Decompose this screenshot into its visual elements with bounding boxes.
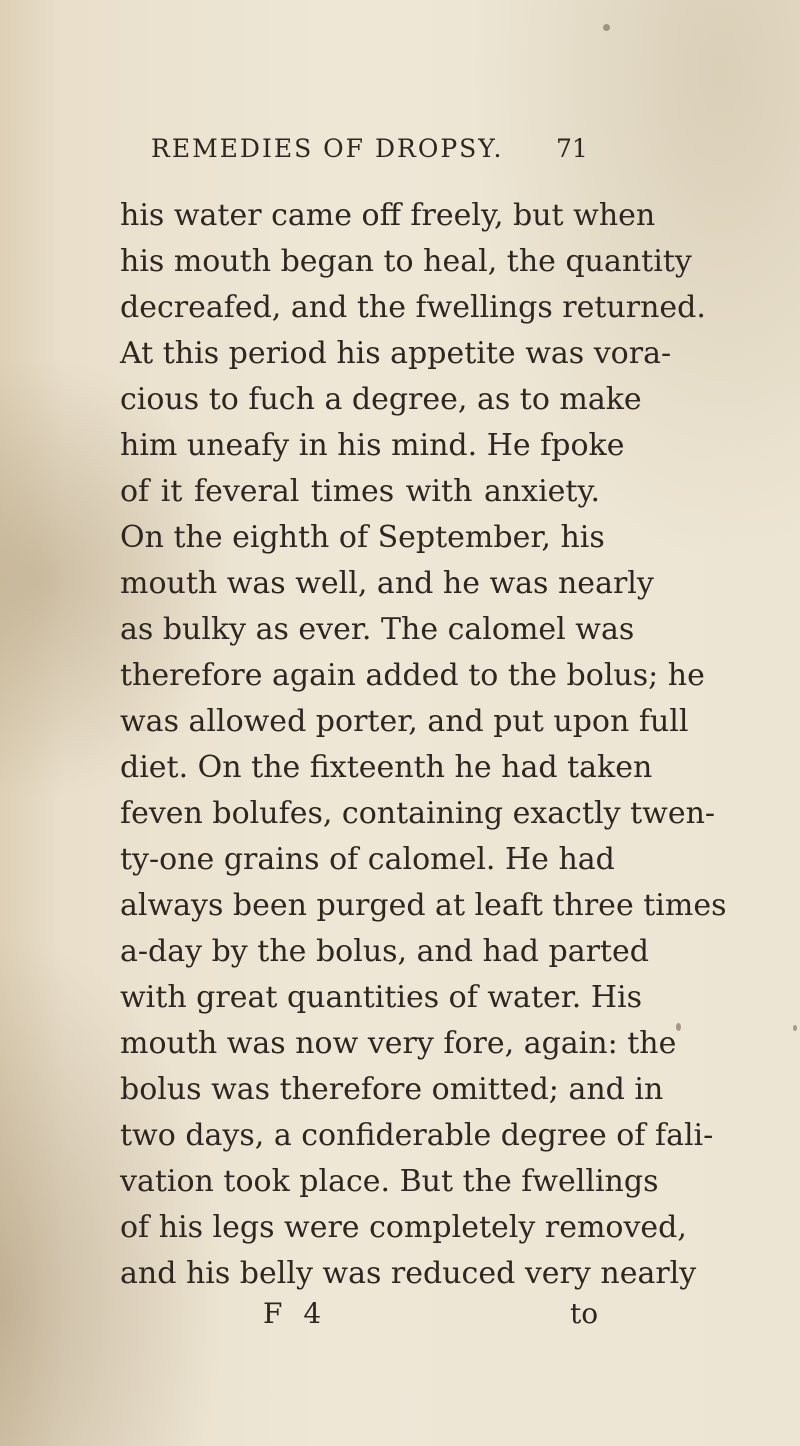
text-line: therefore again added to the bolus; he (120, 658, 705, 693)
text-line: always been purged at leaft three times (120, 888, 727, 923)
text-line: of his legs were completely removed, (120, 1210, 687, 1245)
text-line: On the eighth of September, his (120, 520, 605, 555)
text-line: ty-one grains of calomel. He had (120, 842, 615, 877)
running-head: REMEDIES OF DROPSY. (151, 134, 504, 163)
text-line: his mouth began to heal, the quantity (120, 244, 692, 279)
text-line: vation took place. But the fwellings (120, 1164, 659, 1199)
text-line: mouth was now very fore, again: the (120, 1026, 677, 1061)
signature-mark: F 4 (263, 1297, 328, 1330)
text-line: cious to fuch a degree, as to make (120, 382, 642, 417)
text-line: was allowed porter, and put upon full (120, 704, 689, 739)
text-line: diet. On the fixteenth he had taken (120, 750, 653, 785)
catchword: to (570, 1297, 599, 1330)
text-line: a-day by the bolus, and had parted (120, 934, 649, 969)
page-number: 71 (556, 134, 588, 163)
text-line: his water came off freely, but when (120, 198, 656, 233)
text-line: with great quantities of water. His (120, 980, 643, 1015)
text-line: feven bolufes, containing exactly twen- (120, 796, 716, 831)
text-line: bolus was therefore omitted; and in (120, 1072, 664, 1107)
text-line: and his belly was reduced very nearly (120, 1256, 697, 1291)
text-line: of it feveral times with anxiety. (120, 474, 600, 509)
text-line: him uneafy in his mind. He fpoke (120, 428, 625, 463)
paper-stain (793, 1025, 797, 1031)
text-line: as bulky as ever. The calomel was (120, 612, 635, 647)
paper-stain (603, 24, 610, 31)
text-line: At this period his appetite was vora- (120, 336, 672, 371)
text-line: mouth was well, and he was nearly (120, 566, 654, 601)
text-line: two days, a confiderable degree of fali- (120, 1118, 714, 1153)
page-footer (0, 1297, 800, 1337)
paper-stain (676, 1023, 681, 1031)
text-line: decreafed, and the fwellings returned. (120, 290, 706, 325)
